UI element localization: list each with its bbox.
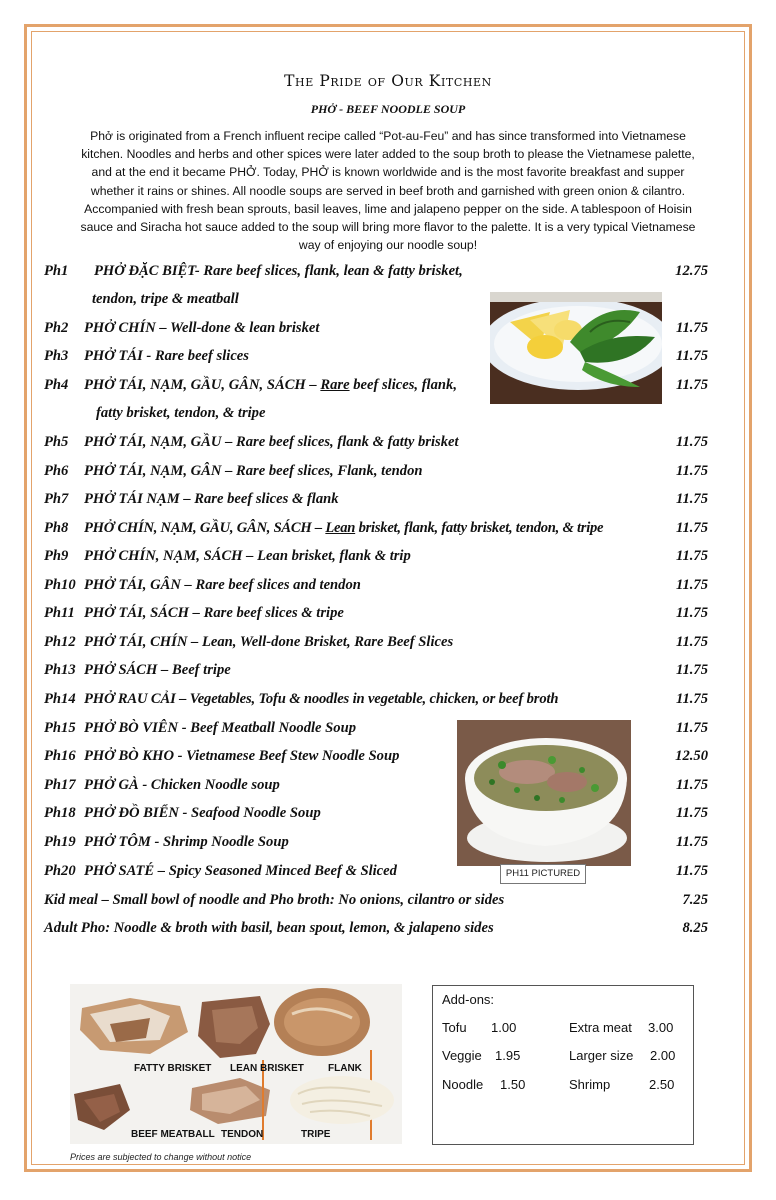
menu-subtitle: PHỞ - BEEF NOODLE SOUP [310, 102, 466, 116]
item-code: Ph17 [44, 777, 76, 793]
price-disclaimer: Prices are subjected to change without notice [70, 1152, 252, 1162]
addon-extra-meat-label: Extra meat [569, 1020, 632, 1035]
item-code: Ph12 [44, 634, 76, 650]
menu-item-ph12 [44, 634, 708, 656]
item-name: Kid meal – Small bowl of noodle and Pho broth: No onions, cilantro or sides [44, 892, 505, 908]
item-price: 11.75 [675, 491, 708, 507]
menu-item-ph10 [44, 577, 708, 599]
item-price: 11.75 [675, 691, 708, 707]
item-price: 11.75 [675, 720, 708, 736]
item-name: PHỞ TÁI, SÁCH – Rare beef slices & tripe [84, 605, 344, 621]
addon-shrimp-price: 2.50 [649, 1077, 675, 1092]
item-price: 11.75 [675, 577, 708, 593]
menu-item-adult-pho [44, 920, 708, 942]
menu-item-ph11 [44, 605, 708, 627]
item-code: Ph2 [44, 320, 69, 336]
item-price: 12.75 [675, 263, 708, 279]
addon-tofu-label: Tofu [442, 1020, 467, 1035]
menu-item-ph6 [44, 463, 708, 485]
item-name: PHỞ TÁI - Rare beef slices [84, 348, 249, 364]
item-name: PHỞ SATÉ – Spicy Seasoned Minced Beef & Sliced [84, 863, 397, 879]
item-name-underlined: Lean [325, 520, 356, 536]
menu-item-kid-meal [44, 892, 708, 914]
item-name: PHỞ GÀ - Chicken Noodle soup [84, 777, 280, 793]
addon-shrimp-label: Shrimp [569, 1077, 611, 1092]
menu-item-ph19 [44, 834, 708, 856]
addon-noodle-price: 1.50 [500, 1077, 526, 1092]
menu-item-ph9 [44, 548, 708, 570]
menu-item-ph8 [44, 520, 708, 542]
menu-item-ph2 [44, 320, 708, 342]
item-code: Ph7 [44, 491, 69, 507]
item-name-part: brisket, flank, fatty brisket, tendon, & tripe [355, 520, 604, 536]
item-name: PHỞ TÁI, NẠM, GÂN – Rare beef slices, Flank, tendon [84, 463, 423, 479]
menu-title: The Pride of Our Kitchen [284, 72, 492, 90]
item-code: Ph14 [44, 691, 76, 707]
item-name: PHỞ BÒ KHO - Vietnamese Beef Stew Noodle Soup [84, 748, 400, 764]
item-price: 11.75 [675, 377, 708, 393]
item-price: 11.75 [675, 777, 708, 793]
item-code: Ph1 [44, 263, 69, 279]
item-code: Ph13 [44, 662, 76, 678]
item-code: Ph20 [44, 863, 76, 879]
addons-title: Add-ons: [442, 992, 495, 1007]
menu-item-ph3 [44, 348, 708, 370]
item-price: 11.75 [675, 348, 708, 364]
item-price: 11.75 [675, 548, 708, 564]
addon-tofu-price: 1.00 [491, 1020, 517, 1035]
intro-paragraph: Phở is originated from a French influent recipe called “Pot-au-Feu” and has since transformed into Vietnamese kitchen. Noodles and herbs and other spices were later added to the soup broth to please the Vietnamese palette, and at the end it became PHỞ. Today, PHỞ is known worldwide and is the most favorite breakfast and supper whether it rains or shines. All noodle soups are served in beef broth and garnished with green onion & cilantro. Accompanied with fresh bean sprouts, basil leaves, lime and jalapeno pepper on the side. A tablespoon of Hoisin sauce and Siracha hot sauce added to the soup will bring more flavor to the palette. It is a very typical Vietnamese way of enjoying our noodle soup! [80, 129, 696, 253]
item-name-part: beef slices, flank, [349, 377, 457, 393]
item-name: PHỞ RAU CẢI – Vegetables, Tofu & noodles in vegetable, chicken, or beef broth [84, 691, 559, 707]
item-code: Ph18 [44, 805, 76, 821]
addon-larger-size-label: Larger size [569, 1048, 634, 1063]
item-price: 11.75 [675, 662, 708, 678]
item-name [84, 377, 457, 394]
label-beef-meatball: BEEF MEATBALL [131, 1129, 215, 1140]
meat-cuts-photo [70, 984, 402, 1144]
addons-box [432, 985, 694, 1145]
item-name: PHỞ TÁI NẠM – Rare beef slices & flank [84, 491, 339, 507]
menu-item-ph14 [44, 691, 708, 713]
addon-noodle-label: Noodle [442, 1077, 484, 1092]
item-price: 11.75 [675, 320, 708, 336]
item-name: Adult Pho: Noodle & broth with basil, bean spout, lemon, & jalapeno sides [44, 920, 494, 936]
menu-item-ph20 [44, 863, 708, 885]
item-price: 11.75 [675, 520, 708, 536]
item-code: Ph19 [44, 834, 76, 850]
menu-item-ph7 [44, 491, 708, 513]
item-name: PHỞ CHÍN – Well-done & lean brisket [84, 320, 320, 336]
item-ph1-continued: tendon, tripe & meatball [92, 291, 239, 307]
item-code: Ph4 [44, 377, 69, 393]
item-code: Ph9 [44, 548, 69, 564]
addon-larger-size-price: 2.00 [650, 1048, 676, 1063]
item-code: Ph15 [44, 720, 76, 736]
item-code: Ph8 [44, 520, 69, 536]
item-name-part: PHỞ TÁI, NẠM, GẦU, GÂN, SÁCH – [84, 377, 321, 393]
menu-item-ph1 [44, 263, 708, 285]
menu-item-ph15 [44, 720, 708, 742]
item-name-part: PHỞ CHÍN, NẠM, GẦU, GÂN, SÁCH – [84, 520, 326, 536]
label-fatty-brisket: FATTY BRISKET [134, 1063, 212, 1074]
label-tendon: TENDON [221, 1129, 264, 1140]
item-name: PHỞ CHÍN, NẠM, SÁCH – Lean brisket, flank & trip [84, 548, 411, 564]
addon-extra-meat-price: 3.00 [648, 1020, 674, 1035]
item-name: PHỞ TÁI, GÂN – Rare beef slices and tendon [84, 577, 361, 593]
item-code: Ph6 [44, 463, 69, 479]
menu-item-ph5 [44, 434, 708, 456]
item-name-underlined: Rare [320, 377, 350, 393]
label-lean-brisket: LEAN BRISKET [230, 1063, 304, 1074]
item-code: Ph10 [44, 577, 76, 593]
item-price: 11.75 [675, 463, 708, 479]
item-name: PHỞ ĐỒ BIỂN - Seafood Noodle Soup [84, 805, 321, 821]
label-flank: FLANK [328, 1063, 362, 1074]
menu-item-ph4 [44, 377, 708, 399]
soup-photo-caption: PH11 PICTURED [500, 864, 586, 884]
item-ph4-continued: fatty brisket, tendon, & tripe [96, 405, 266, 421]
item-price: 11.75 [675, 834, 708, 850]
item-name: PHỞ ĐẶC BIỆT- Rare beef slices, flank, lean & fatty brisket, [94, 263, 463, 279]
menu-item-ph17 [44, 777, 708, 799]
item-price: 11.75 [675, 634, 708, 650]
item-price: 11.75 [675, 434, 708, 450]
item-name: PHỞ TÁI, NẠM, GẦU – Rare beef slices, flank & fatty brisket [84, 434, 459, 450]
item-price: 11.75 [675, 863, 708, 879]
item-name: PHỞ TÔM - Shrimp Noodle Soup [84, 834, 289, 850]
item-name [84, 520, 603, 537]
item-code: Ph3 [44, 348, 69, 364]
addon-veggie-price: 1.95 [495, 1048, 521, 1063]
menu-item-ph18 [44, 805, 708, 827]
addon-veggie-label: Veggie [442, 1048, 482, 1063]
item-price: 11.75 [675, 805, 708, 821]
menu-item-ph16 [44, 748, 708, 770]
item-price: 12.50 [675, 748, 708, 764]
item-name: PHỞ TÁI, CHÍN – Lean, Well-done Brisket, Rare Beef Slices [84, 634, 454, 650]
label-tripe: TRIPE [301, 1129, 331, 1140]
item-price: 11.75 [675, 605, 708, 621]
item-code: Ph5 [44, 434, 69, 450]
item-price: 7.25 [682, 892, 708, 908]
item-code: Ph11 [44, 605, 75, 621]
item-code: Ph16 [44, 748, 76, 764]
menu-item-ph13 [44, 662, 708, 684]
item-name: PHỞ SÁCH – Beef tripe [84, 662, 231, 678]
item-name: PHỞ BÒ VIÊN - Beef Meatball Noodle Soup [84, 720, 357, 736]
item-price: 8.25 [682, 920, 708, 936]
